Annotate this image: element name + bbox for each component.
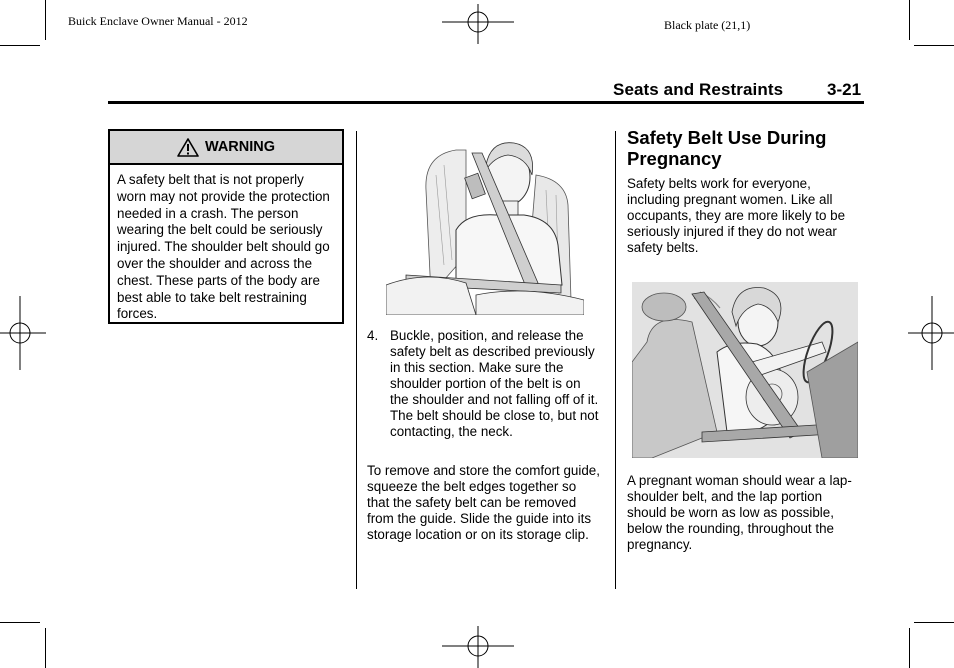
crop-mark — [914, 622, 954, 623]
crop-mark — [45, 628, 46, 668]
registration-mark-icon — [0, 296, 46, 370]
shoulder-belt-comfort-guide-illustration — [386, 135, 584, 315]
warning-text: A safety belt that is not properly worn may not provide the protection needed in a crash. The person wearing the belt could be seriously injured. The shoulder belt should go over the shoulder and across the chest. These parts of the body are best able to take belt restraining forces. — [117, 172, 330, 322]
pregnant-woman-belt-illustration — [632, 282, 858, 458]
intro-paragraph: Safety belts work for everyone, including pregnant women. Like all occupants, they are more likely to be seriously injured if they do not wear safety belts. — [627, 176, 846, 255]
crop-mark — [45, 0, 46, 40]
header-rule — [108, 101, 864, 104]
comfort-guide-paragraph: To remove and store the comfort guide, squeeze the belt edges together so that the safety belt can be removed from the guide. Slide the guide into its storage location or on its storage clip. — [367, 463, 600, 542]
plate-label: Black plate (21,1) — [664, 18, 751, 32]
crop-mark — [0, 45, 40, 46]
registration-mark-icon — [908, 296, 954, 370]
column-divider — [615, 131, 616, 589]
pregnancy-belt-paragraph: A pregnant woman should wear a lap-shoulder belt, and the lap portion should be worn as low as possible, below the rounding, throughout the pregnancy. — [627, 473, 852, 552]
crop-mark — [909, 0, 910, 40]
crop-mark — [909, 628, 910, 668]
warning-box — [108, 129, 344, 324]
warning-title: WARNING — [204, 139, 276, 155]
section-heading: Safety Belt Use During Pregnancy — [627, 127, 827, 169]
section-title: Seats and Restraints — [613, 80, 784, 99]
registration-mark-icon — [442, 4, 514, 44]
step-number: 4. — [367, 328, 379, 343]
warning-triangle-icon — [177, 138, 199, 157]
list-item — [367, 328, 599, 440]
manual-title: Buick Enclave Owner Manual - 2012 — [68, 14, 248, 28]
column-divider — [356, 131, 357, 589]
warning-header — [110, 131, 342, 165]
step-text: Buckle, position, and release the safety belt as described previously in this section. Make sure the shoulder portion of the belt is on the shoulder and not falling off of it. The belt should be close to, but not contacting, the neck. — [390, 328, 599, 439]
registration-mark-icon — [442, 626, 514, 668]
crop-mark — [0, 622, 40, 623]
page-number: 3-21 — [827, 80, 862, 99]
crop-mark — [914, 45, 954, 46]
